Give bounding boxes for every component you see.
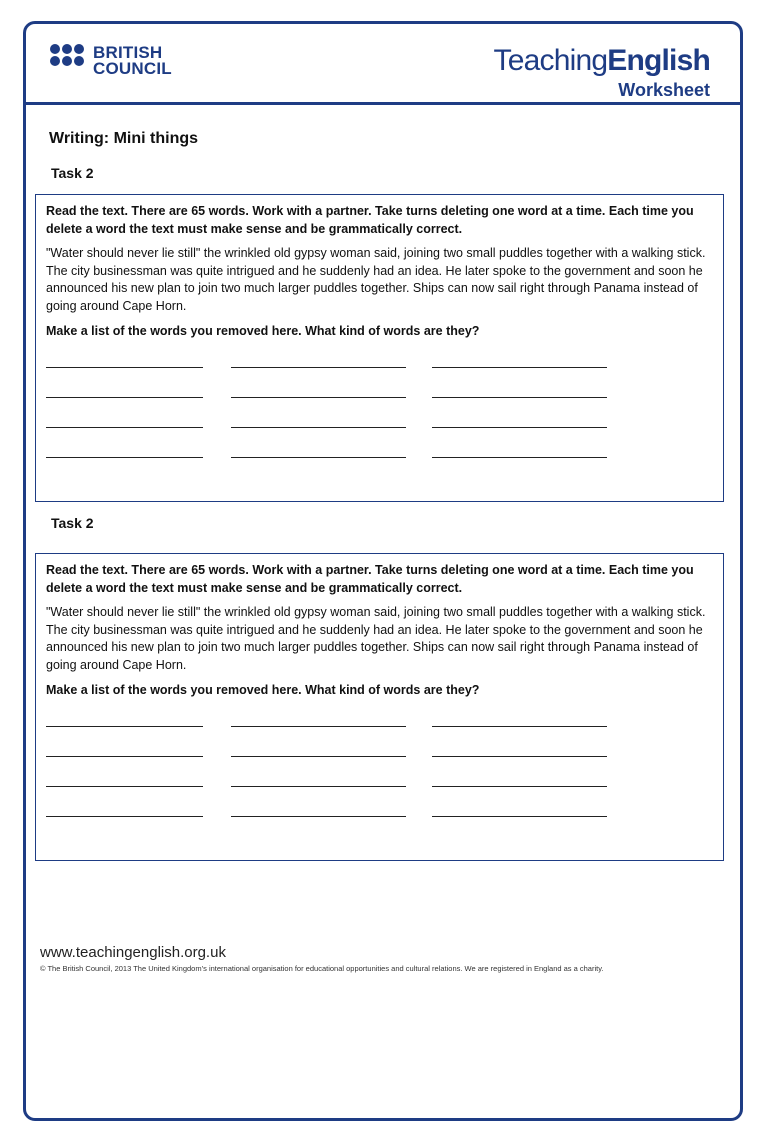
answer-row — [46, 707, 713, 737]
answer-row — [46, 348, 713, 378]
answer-row — [46, 438, 713, 468]
answer-blank[interactable] — [46, 816, 203, 817]
task-label: Task 2 — [51, 515, 94, 531]
answer-blank[interactable] — [231, 726, 406, 727]
header-divider — [23, 102, 743, 105]
answer-blank[interactable] — [432, 786, 607, 787]
te-light: Teaching — [493, 44, 608, 77]
answer-blank[interactable] — [231, 397, 406, 398]
answer-blank[interactable] — [231, 457, 406, 458]
task-passage: "Water should never lie still" the wrinkled old gypsy woman said, joining two small puddles together with a walking stick. The city businessman was quite intrigued and he suddenly had an idea. He later spoke to the government and soon he announced his new plan to join two much larger puddles together. Ships can now sail right through Panama instead of going around Cape Horn. — [46, 246, 706, 313]
british-council-wordmark — [93, 45, 172, 77]
answer-blank[interactable] — [231, 427, 406, 428]
answer-row — [46, 797, 713, 827]
teaching-english-logo — [494, 44, 710, 100]
answer-row — [46, 737, 713, 767]
answer-blank[interactable] — [231, 367, 406, 368]
answer-blank[interactable] — [46, 756, 203, 757]
worksheet-label: Worksheet — [618, 80, 710, 100]
answer-row — [46, 408, 713, 438]
task-label: Task 2 — [51, 165, 94, 181]
answer-blank[interactable] — [432, 367, 607, 368]
footer-copyright: © The British Council, 2013 The United Kingdom’s international organisation for educational opportunities and cultural relations. We are registered in England as a charity. — [40, 964, 604, 973]
answer-blank[interactable] — [46, 726, 203, 727]
bc-line2: COUNCIL — [93, 59, 172, 78]
answer-blank[interactable] — [231, 786, 406, 787]
task-passage: "Water should never lie still" the wrinkled old gypsy woman said, joining two small puddles together with a walking stick. The city businessman was quite intrigued and he suddenly had an idea. He later spoke to the government and soon he announced his new plan to join two much larger puddles together. Ships can now sail right through Panama instead of going around Cape Horn. — [46, 605, 706, 672]
british-council-dots-icon — [50, 44, 88, 78]
teaching-english-wordmark — [494, 44, 710, 78]
answer-blank[interactable] — [46, 786, 203, 787]
answer-blank[interactable] — [432, 726, 607, 727]
task-box — [35, 553, 724, 861]
answer-blank[interactable] — [432, 427, 607, 428]
answer-blank[interactable] — [432, 816, 607, 817]
bc-line1: BRITISH — [93, 43, 163, 62]
te-bold: English — [607, 44, 710, 77]
answer-blank[interactable] — [432, 756, 607, 757]
answer-row — [46, 767, 713, 797]
answer-row — [46, 378, 713, 408]
task-prompt: Make a list of the words you removed here. What kind of words are they? — [46, 324, 480, 338]
answer-blank[interactable] — [432, 397, 607, 398]
footer-url[interactable]: www.teachingenglish.org.uk — [40, 944, 226, 961]
task-box — [35, 194, 724, 502]
task-instruction: Read the text. There are 65 words. Work with a partner. Take turns deleting one word at a time. Each time you delete a word the text must make sense and be grammatically correct. — [46, 204, 694, 236]
answer-blank[interactable] — [46, 367, 203, 368]
task-instruction: Read the text. There are 65 words. Work with a partner. Take turns deleting one word at a time. Each time you delete a word the text must make sense and be grammatically correct. — [46, 563, 694, 595]
page-title: Writing: Mini things — [49, 130, 199, 147]
answer-blank[interactable] — [46, 397, 203, 398]
answer-blank[interactable] — [46, 457, 203, 458]
answer-blank[interactable] — [432, 457, 607, 458]
british-council-logo — [50, 44, 172, 78]
answer-blank[interactable] — [46, 427, 203, 428]
task-prompt: Make a list of the words you removed here. What kind of words are they? — [46, 683, 480, 697]
answer-blank[interactable] — [231, 816, 406, 817]
answer-blank[interactable] — [231, 756, 406, 757]
